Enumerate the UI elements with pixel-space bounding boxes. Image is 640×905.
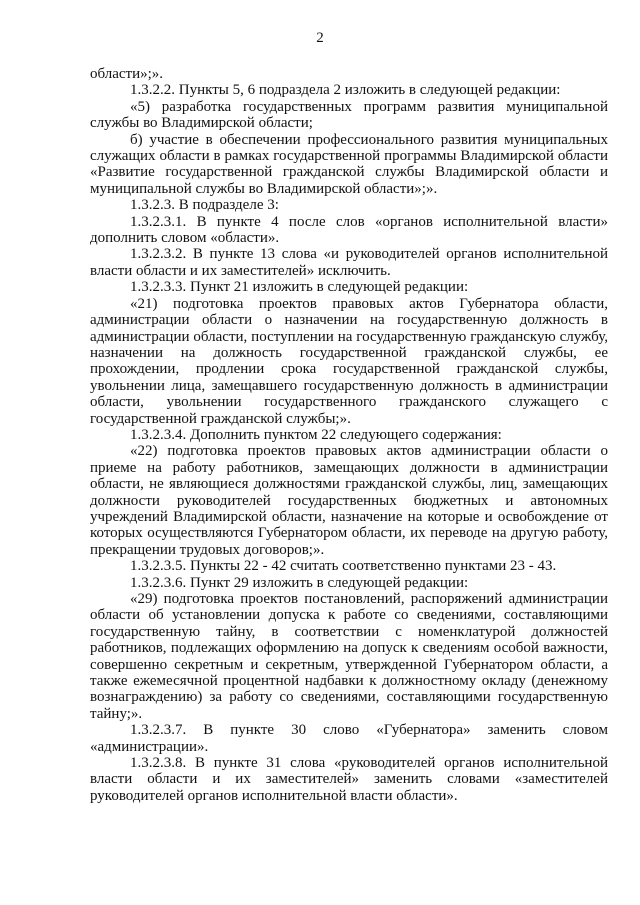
paragraph: 1.3.2.2. Пункты 5, 6 подраздела 2 изложить в следующей редакции: xyxy=(130,82,561,99)
paragraph: области»;». xyxy=(90,66,164,82)
paragraph: 1.3.2.3.1. В пункте 4 после слов «органов исполнительной власти» дополнить словом «области». xyxy=(90,213,608,247)
paragraph: «21) подготовка проектов правовых актов Губернатора области, администрации области о назначении на государственную должность в администрации области, поступлении на государственную гражданскую службу, назначении на должность государственной гражданской службы, ее прохождении, продлении срока государственной гражданской службы, увольнении лица, замещавшего государственную должность в администрации области, увольнении государственного гражданского служащего с государственной гражданской службы;». xyxy=(90,295,608,427)
paragraph: 1.3.2.3.7. В пункте 30 слово «Губернатора» заменить словом «администрации». xyxy=(90,722,608,755)
paragraph: 1.3.2.3. В подразделе 3: xyxy=(130,197,279,214)
document-body xyxy=(90,66,608,804)
page-number: 2 xyxy=(316,30,324,46)
paragraph: «5) разработка государственных программ развития муниципальной службы во Владимирской области; xyxy=(90,98,608,132)
paragraph: 1.3.2.3.3. Пункт 21 изложить в следующей редакции: xyxy=(130,279,469,296)
paragraph: 1.3.2.3.2. В пункте 13 слова «и руководителей органов исполнительной власти области и их заместителей» исключить. xyxy=(90,246,608,279)
paragraph: «29) подготовка проектов постановлений, распоряжений администрации области об установлении допуска к работе со сведениями, составляющими государственную тайну, в соответствии с номенклатурой должностей работников, подлежащих оформлению на допуск к сведениям особой важности, совершенно секретным и секретным, утвержденной Губернатором области, а также ежемесячной процентной надбавки к должностному окладу (денежному вознаграждению) за работу со сведениями, составляющими государственную тайну;». xyxy=(90,591,608,722)
paragraph: 1.3.2.3.8. В пункте 31 слова «руководителей органов исполнительной власти области и их заместителей» заменить словами «заместителей руководителей органов исполнительной власти области». xyxy=(90,755,608,804)
paragraph: «22) подготовка проектов правовых актов администрации области о приеме на работу работников, замещающих должности в администрации области, не являющиеся должностями гражданской службы, лиц, замещающих должности руководителей государственных бюджетных и автономных учреждений Владимирской области, назначение на которые и освобождение от которых осуществляются Губернатором области, их переводе на другую работу, прекращении трудовых договоров;». xyxy=(90,443,608,558)
paragraph: 1.3.2.3.5. Пункты 22 - 42 считать соответственно пунктами 23 - 43. xyxy=(130,558,557,575)
paragraph: 1.3.2.3.6. Пункт 29 изложить в следующей редакции: xyxy=(130,574,469,591)
paragraph: б) участие в обеспечении профессионального развития муниципальных служащих области в рамках государственной программы Владимирской области «Развитие государственной гражданской службы Владимирской области и муниципальной службы во Владимирской области»;». xyxy=(90,131,608,197)
paragraph: 1.3.2.3.4. Дополнить пунктом 22 следующего содержания: xyxy=(130,426,502,443)
